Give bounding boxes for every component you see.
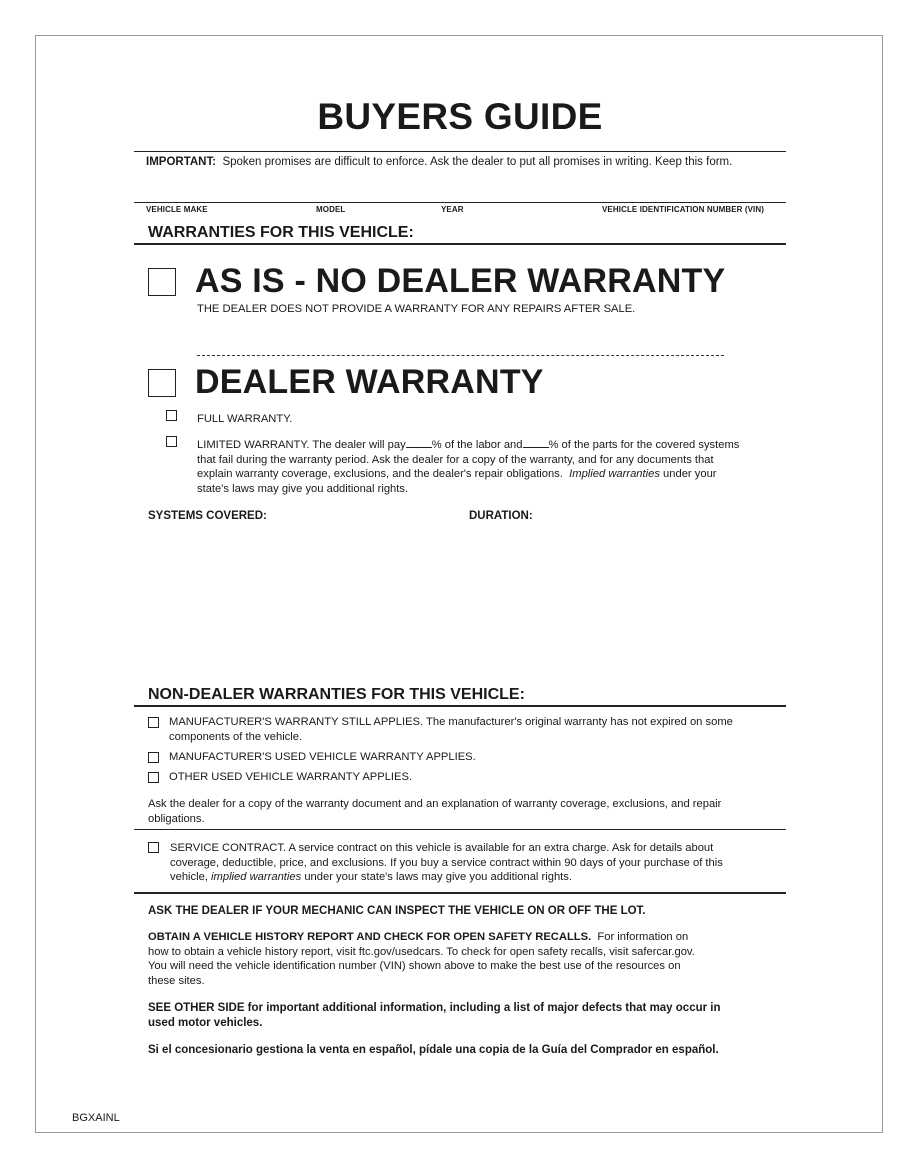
manufacturer-warranty-checkbox[interactable] [148, 717, 159, 728]
ask-for-copy-text [148, 797, 788, 826]
manufacturer-line-1: MANUFACTURER'S WARRANTY STILL APPLIES. The manufacturer's original warranty has not expired on some [169, 716, 733, 728]
warranties-heading: WARRANTIES FOR THIS VEHICLE: [148, 224, 414, 241]
important-label: IMPORTANT: [146, 156, 217, 168]
important-text: Spoken promises are difficult to enforce. Ask the dealer to put all promises in writing. Keep this form. [222, 156, 733, 168]
other-side-line-1: SEE OTHER SIDE for important additional information, including a list of major defects that may occur in [148, 1002, 721, 1014]
vin-label: VEHICLE IDENTIFICATION NUMBER (VIN) [602, 205, 765, 214]
dealer-warranty-heading: DEALER WARRANTY [195, 363, 544, 401]
manufacturer-line-2: components of the vehicle. [169, 730, 303, 743]
service-contract-text [170, 841, 790, 885]
divider [134, 243, 786, 245]
service-line-3a: vehicle, [170, 871, 208, 883]
service-line-3b: implied warranties [211, 871, 302, 883]
spanish-notice: Si el concesionario gestiona la venta en español, pídale una copia de la Guía del Comprador en español. [148, 1044, 719, 1056]
limited-text-a: LIMITED WARRANTY. The dealer will pay [197, 439, 406, 451]
parts-percent-blank[interactable] [523, 437, 549, 448]
mechanic-notice: ASK THE DEALER IF YOUR MECHANIC CAN INSPECT THE VEHICLE ON OR OFF THE LOT. [148, 905, 646, 917]
non-dealer-heading: NON-DEALER WARRANTIES FOR THIS VEHICLE: [148, 686, 525, 703]
limited-line-2: that fail during the warranty period. Ask the dealer for a copy of the warranty, and for any documents that [197, 453, 714, 466]
year-label: YEAR [441, 205, 464, 214]
limited-line-3b: Implied warranties [569, 468, 660, 480]
divider [134, 829, 786, 830]
as-is-heading: AS IS - NO DEALER WARRANTY [195, 262, 726, 300]
ask-line-1: Ask the dealer for a copy of the warranty document and an explanation of warranty coverage, exclusions, and repair [148, 798, 722, 810]
service-line-2: coverage, deductible, price, and exclusions. If you buy a service contract within 90 days of your purchase of this [170, 856, 723, 869]
other-used-warranty-label: OTHER USED VEHICLE WARRANTY APPLIES. [169, 771, 413, 783]
limited-line-3a: explain warranty coverage, exclusions, and the dealer's repair obligations. [197, 468, 563, 480]
form-code: BGXAINL [72, 1112, 120, 1124]
history-bold: OBTAIN A VEHICLE HISTORY REPORT AND CHECK FOR OPEN SAFETY RECALLS. [148, 931, 592, 943]
dashed-separator [197, 355, 724, 356]
history-line-2: how to obtain a vehicle history report, visit ftc.gov/usedcars. To check for open safety recalls, visit safercar.gov. [148, 945, 695, 958]
page-title: BUYERS GUIDE [317, 96, 603, 137]
limited-warranty-text [197, 437, 797, 496]
divider [134, 202, 786, 203]
limited-line-3c: under your [663, 468, 717, 480]
history-line-4: these sites. [148, 974, 205, 987]
limited-text-b: % of the labor and [431, 439, 523, 451]
divider [134, 705, 786, 707]
divider [134, 892, 786, 894]
as-is-checkbox[interactable] [148, 268, 176, 296]
systems-covered-label: SYSTEMS COVERED: [148, 510, 267, 522]
vehicle-make-label: VEHICLE MAKE [146, 205, 208, 214]
service-contract-checkbox[interactable] [148, 842, 159, 853]
full-warranty-checkbox[interactable] [166, 410, 177, 421]
service-line-3c: under your state's laws may give you additional rights. [304, 871, 572, 883]
other-used-warranty-checkbox[interactable] [148, 772, 159, 783]
service-line-1: SERVICE CONTRACT. A service contract on this vehicle is available for an extra charge. Ask for details about [170, 842, 714, 854]
limited-text-c: % of the parts for the covered systems [548, 439, 740, 451]
important-notice [146, 156, 732, 168]
used-vehicle-warranty-checkbox[interactable] [148, 752, 159, 763]
history-line-3: You will need the vehicle identification number (VIN) shown above to make the best use of the resources on [148, 960, 681, 972]
duration-label: DURATION: [469, 510, 533, 522]
divider [134, 151, 786, 152]
full-warranty-label: FULL WARRANTY. [197, 413, 293, 425]
dealer-warranty-checkbox[interactable] [148, 369, 176, 397]
labor-percent-blank[interactable] [406, 437, 432, 448]
as-is-text: THE DEALER DOES NOT PROVIDE A WARRANTY FOR ANY REPAIRS AFTER SALE. [197, 303, 636, 315]
history-report-text [148, 930, 788, 988]
manufacturer-warranty-text [169, 715, 789, 744]
buyers-guide-form [35, 35, 883, 1133]
model-label: MODEL [316, 205, 346, 214]
limited-warranty-checkbox[interactable] [166, 436, 177, 447]
limited-line-4: state's laws may give you additional rights. [197, 482, 409, 495]
history-line-1: For information on [597, 931, 689, 943]
see-other-side-text [148, 1001, 788, 1030]
used-vehicle-warranty-label: MANUFACTURER'S USED VEHICLE WARRANTY APPLIES. [169, 751, 476, 763]
ask-line-2: obligations. [148, 812, 205, 825]
other-side-line-2: used motor vehicles. [148, 1016, 263, 1029]
